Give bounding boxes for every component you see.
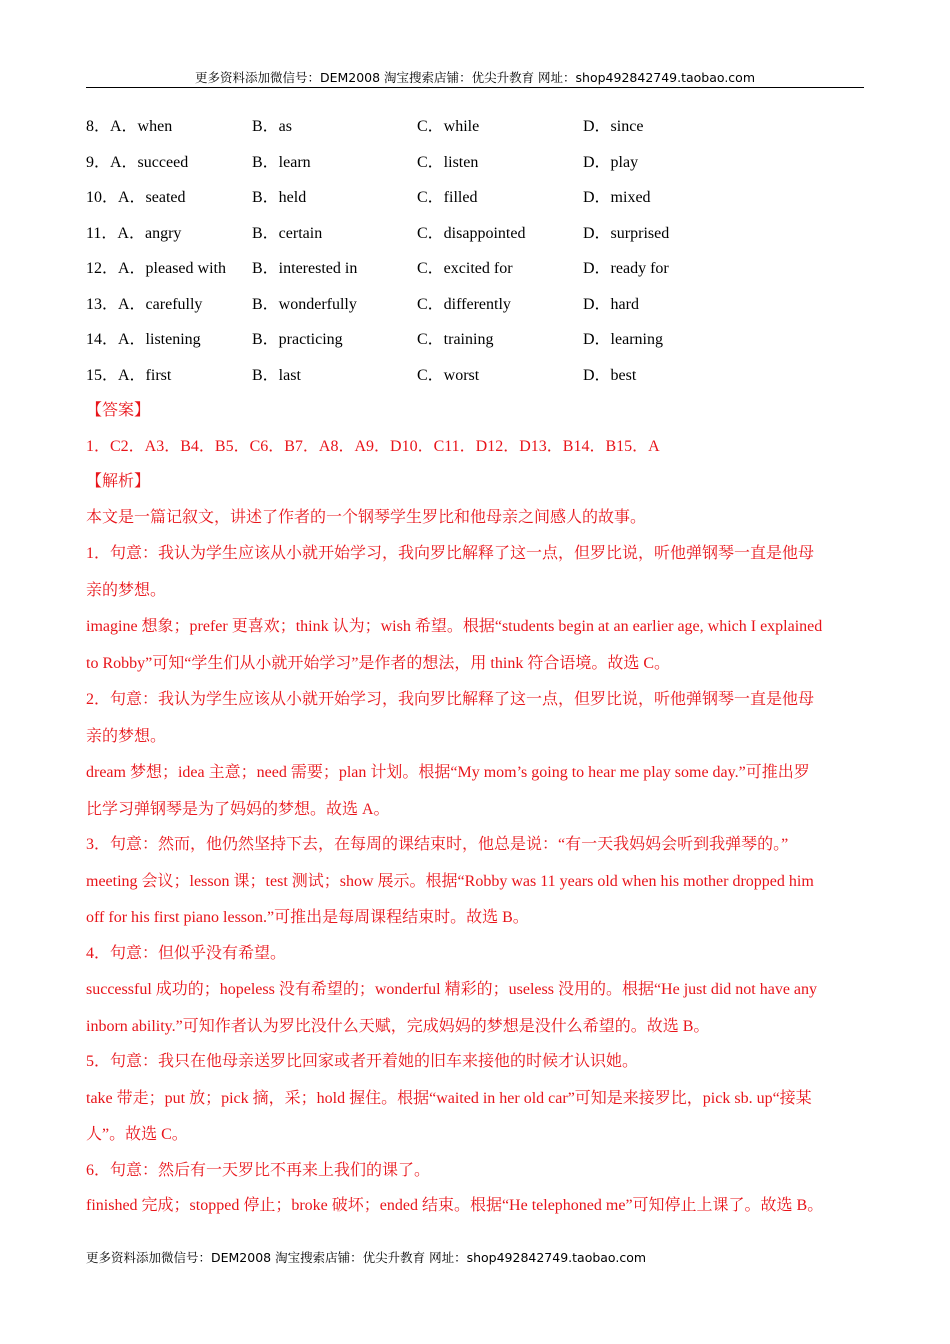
- analysis-label: 【解析】: [86, 473, 151, 490]
- analysis-line: 1．句意：我认为学生应该从小就开始学习，我向罗比解释了这一点，但罗比说，听他弹钢琴一直是他母: [86, 545, 815, 562]
- option-a: 12．A．pleased with: [86, 260, 226, 277]
- option-b: B．learn: [252, 153, 311, 171]
- analysis-line: successful 成功的；hopeless 没有希望的；wonderful 精彩的；useless 没用的。根据“He just did not have any: [86, 981, 818, 998]
- option-d: D．learning: [583, 331, 663, 348]
- option-a: 13．A．carefully: [86, 295, 203, 313]
- page-footer: 更多资料添加微信号：DEM2008 淘宝搜索店铺：优尖升教育 网址：shop492842749.taobao.com: [86, 1250, 647, 1265]
- analysis-line: 5．句意：我只在他母亲送罗比回家或者开着她的旧车来接他的时候才认识她。: [86, 1053, 639, 1070]
- analysis-line: imagine 想象；prefer 更喜欢；think 认为；wish 希望。根据“students begin at an earlier age, which I explained: [86, 618, 823, 635]
- answer-key: 1．C2．A3．B4．B5．C6．B7．A8．A9．D10．C11．D12．D13．B14．B15．A: [86, 437, 660, 455]
- option-row: [86, 109, 876, 145]
- option-c: C．training: [417, 331, 494, 348]
- header-rule: [86, 87, 864, 88]
- option-b: B．wonderfully: [252, 295, 357, 313]
- option-d: D．ready for: [583, 260, 669, 277]
- analysis-line: to Robby”可知“学生们从小就开始学习”是作者的想法，用 think 符合语境。故选 C。: [86, 654, 670, 672]
- analysis-line: 人”。故选 C。: [86, 1126, 188, 1143]
- option-row: [86, 322, 876, 358]
- answer-analysis-section: [86, 393, 866, 1224]
- option-row: [86, 287, 876, 323]
- option-d: D．mixed: [583, 189, 651, 206]
- analysis-line: 6．句意：然后有一天罗比不再来上我们的课了。: [86, 1161, 431, 1179]
- analysis-line: 3．句意：然而，他仍然坚持下去，在每周的课结束时，他总是说：“有一天我妈妈会听到我弹琴的。”: [86, 836, 789, 853]
- option-d: D．play: [583, 153, 639, 171]
- option-a: 9．A．succeed: [86, 153, 189, 171]
- option-d: D．surprised: [583, 224, 670, 242]
- analysis-line: meeting 会议；lesson 课；test 测试；show 展示。根据“Robby was 11 years old when his mother dropped him: [86, 872, 814, 890]
- option-c: C．worst: [417, 366, 480, 384]
- option-c: C．filled: [417, 189, 478, 206]
- option-b: B．interested in: [252, 260, 358, 277]
- option-a: 15．A．first: [86, 366, 172, 384]
- option-d: D．since: [583, 118, 644, 135]
- analysis-line: 亲的梦想。: [86, 727, 167, 745]
- option-d: D．hard: [583, 295, 639, 313]
- analysis-line: inborn ability.”可知作者认为罗比没什么天赋，完成妈妈的梦想是没什么希望的。故选 B。: [86, 1017, 710, 1035]
- options-list: [86, 109, 876, 393]
- option-a: 10．A．seated: [86, 189, 186, 206]
- option-c: C．disappointed: [417, 224, 526, 242]
- analysis-line: off for his first piano lesson.”可推出是每周课程结束时。故选 B。: [86, 909, 529, 926]
- option-b: B．as: [252, 118, 293, 135]
- option-row: [86, 251, 876, 287]
- option-a: 11．A．angry: [86, 224, 182, 242]
- option-a: 8．A．when: [86, 118, 173, 135]
- option-row: [86, 180, 876, 216]
- analysis-line: 2．句意：我认为学生应该从小就开始学习，我向罗比解释了这一点，但罗比说，听他弹钢琴一直是他母: [86, 691, 815, 708]
- analysis-summary: 本文是一篇记叙文，讲述了作者的一个钢琴学生罗比和他母亲之间感人的故事。: [86, 508, 647, 526]
- analysis-line: 比学习弹钢琴是为了妈妈的梦想。故选 A。: [86, 800, 390, 818]
- option-row: [86, 358, 876, 394]
- option-b: B．practicing: [252, 331, 343, 348]
- option-row: [86, 216, 876, 252]
- analysis-line: 4．句意：但似乎没有希望。: [86, 944, 287, 962]
- option-b: B．certain: [252, 224, 323, 242]
- option-b: B．held: [252, 189, 307, 206]
- analysis-line: dream 梦想；idea 主意；need 需要；plan 计划。根据“My mom’s going to hear me play some day.”可推出罗: [86, 764, 810, 781]
- analysis-line: finished 完成；stopped 停止；broke 破坏；ended 结束。根据“He telephoned me”可知停止上课了。故选 B。: [86, 1197, 824, 1214]
- analysis-line: 亲的梦想。: [86, 581, 167, 599]
- answer-label: 【答案】: [86, 402, 151, 419]
- analysis-line: take 带走；put 放；pick 摘，采；hold 握住。根据“waited in her old car”可知是来接罗比，pick sb. up“接某: [86, 1089, 812, 1107]
- option-row: [86, 145, 876, 181]
- option-c: C．while: [417, 118, 480, 135]
- option-d: D．best: [583, 366, 637, 384]
- option-a: 14．A．listening: [86, 331, 201, 348]
- page-header: 更多资料添加微信号：DEM2008 淘宝搜索店铺：优尖升教育 网址：shop492842749.taobao.com: [194, 70, 756, 85]
- option-c: C．differently: [417, 295, 511, 313]
- option-b: B．last: [252, 366, 301, 384]
- option-c: C．excited for: [417, 260, 513, 277]
- option-c: C．listen: [417, 153, 479, 171]
